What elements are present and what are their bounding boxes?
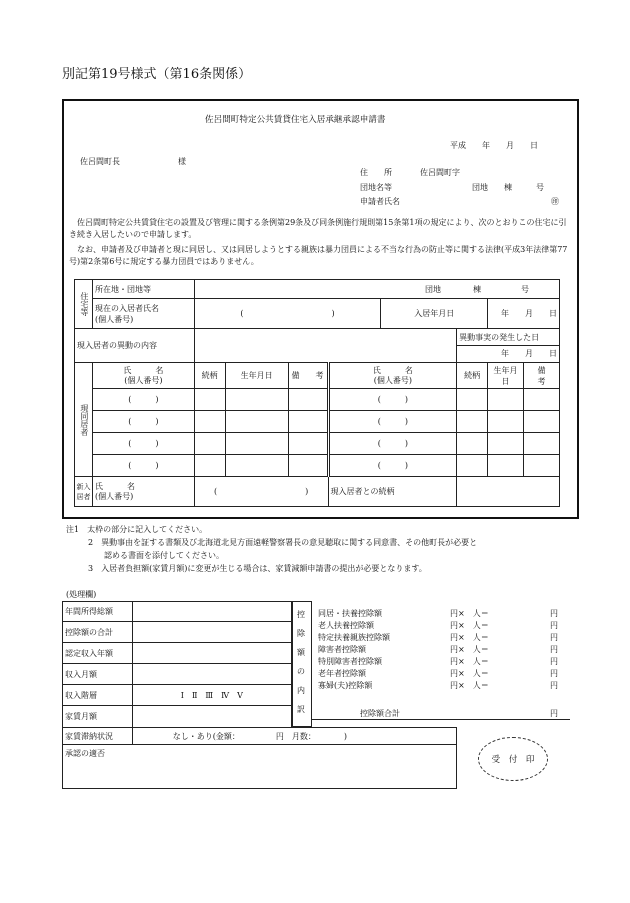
deduction-label: 寡婦(夫)控除額 [318, 681, 373, 690]
deduction-list [318, 608, 566, 692]
cohabitant-name-field[interactable]: ( ) [92, 411, 194, 433]
deduction-unit: 円 [550, 657, 558, 666]
change-date-cell[interactable] [457, 329, 560, 363]
remarks-field[interactable] [288, 389, 328, 411]
deduction-row [318, 680, 566, 692]
applicant-address-value: 佐呂間町字 [420, 168, 460, 177]
new-relation-field[interactable] [457, 477, 560, 507]
new-name-field[interactable]: ( ) [194, 477, 328, 507]
relation-label: 現入居者との続柄 [328, 477, 457, 507]
change-label: 現入居者の異動の内容 [75, 329, 195, 363]
form-title: 佐呂間町特定公共賃貸住宅入居承継承認申請書 [205, 115, 386, 125]
certified-income-field[interactable] [132, 643, 291, 664]
deduction-calc: 円× 人＝ [450, 609, 489, 618]
remarks-field[interactable] [523, 455, 559, 477]
deduction-row [318, 632, 566, 644]
relation-field[interactable] [457, 455, 488, 477]
birth-field[interactable] [225, 433, 288, 455]
new-resident-label: 新入居者 [75, 477, 93, 507]
note-1: 注1 太枠の部分に記入してください。 [66, 525, 208, 534]
col-birth-left: 生年月日 [225, 363, 288, 389]
location-label: 所在地・団地等 [92, 280, 194, 299]
relation-field[interactable] [194, 389, 225, 411]
deduction-calc: 円× 人＝ [450, 621, 489, 630]
relation-field[interactable] [194, 433, 225, 455]
processing-income-table [62, 601, 292, 728]
form-label: 別記第19号様式（第16条関係） [62, 67, 252, 82]
relation-field[interactable] [194, 455, 225, 477]
monthly-rent-label: 家賃月額 [63, 706, 133, 728]
move-in-value[interactable]: 年 月 日 [488, 299, 560, 329]
deduction-calc: 円× 人＝ [450, 645, 489, 654]
applicant-name-label: 申請者氏名 [360, 197, 400, 206]
certified-income-label: 認定収入年額 [63, 643, 133, 664]
relation-field[interactable] [457, 411, 488, 433]
deduction-label: 特定扶養親族控除額 [318, 633, 390, 642]
col-remarks-right: 備 考 [523, 363, 559, 389]
applicant-address-label: 住 所 [360, 168, 392, 177]
deduction-unit: 円 [550, 621, 558, 630]
honorific: 様 [178, 157, 186, 166]
location-value[interactable]: 団地 棟 号 [194, 280, 559, 299]
change-date-label: 異動事実の発生した日 [457, 330, 559, 346]
deduction-row [318, 656, 566, 668]
deduction-label: 特別障害者控除額 [318, 657, 382, 666]
deduction-label: 同居・扶養控除額 [318, 609, 382, 618]
monthly-rent-field[interactable] [132, 706, 291, 728]
col-relation-left: 続柄 [194, 363, 225, 389]
deduction-label: 障害者控除額 [318, 645, 366, 654]
applicant-complex-label: 団地名等 [360, 183, 392, 192]
date-line: 平成 年 月 日 [450, 141, 538, 150]
cohabitant-name-field[interactable]: ( ) [92, 389, 194, 411]
body-paragraph-1: 佐呂間町特定公共賃貸住宅の設置及び管理に関する条例第29条及び同条例施行規則第15条第1項の規定により、次のとおりこの住宅に引き続き入居したいので申請します。 [69, 218, 567, 239]
seal-mark: ㊞ [551, 197, 559, 206]
col-relation-right: 続柄 [457, 363, 488, 389]
rent-arrears-label: 家賃滞納状況 [63, 728, 133, 745]
remarks-field[interactable] [523, 433, 559, 455]
deduction-unit: 円 [550, 609, 558, 618]
remarks-field[interactable] [288, 433, 328, 455]
current-resident-label: 現在の入居者氏名 (個人番号) [92, 299, 194, 329]
deduction-calc: 円× 人＝ [450, 681, 489, 690]
cohabitant-label: 現同居者 [75, 363, 93, 477]
remarks-field[interactable] [288, 455, 328, 477]
birth-field[interactable] [488, 411, 524, 433]
col-birth-right: 生年月日 [488, 363, 524, 389]
note-3: 3 入居者負担額(家賃月額)に変更が生じる場合は、家賃減額申請書の提出が必要となります。 [88, 564, 427, 573]
remarks-field[interactable] [523, 389, 559, 411]
main-table [74, 279, 560, 507]
arrears-approval-table [62, 727, 457, 789]
approval-label[interactable]: 承認の適否 [63, 745, 457, 789]
deduction-label: 老年者控除額 [318, 669, 366, 678]
annual-income-field[interactable] [132, 602, 291, 622]
relation-field[interactable] [194, 411, 225, 433]
deduction-row [318, 608, 566, 620]
remarks-field[interactable] [523, 411, 559, 433]
deduction-vertical-label: 控除額の内訳 [297, 610, 305, 714]
income-tier-options[interactable]: Ⅰ Ⅱ Ⅲ Ⅳ Ⅴ [132, 685, 291, 706]
birth-field[interactable] [225, 455, 288, 477]
col-name-right: 氏 名 (個人番号) [328, 363, 457, 389]
col-name-left: 氏 名 (個人番号) [92, 363, 194, 389]
cohabitant-name-field[interactable]: ( ) [328, 455, 457, 477]
cohabitant-name-field[interactable]: ( ) [92, 433, 194, 455]
birth-field[interactable] [225, 389, 288, 411]
cohabitant-name-field[interactable]: ( ) [328, 433, 457, 455]
housing-label: 住宅等 [75, 280, 93, 329]
deduction-unit: 円 [550, 645, 558, 654]
deduction-calc: 円× 人＝ [450, 657, 489, 666]
annual-income-label: 年間所得総額 [63, 602, 133, 622]
deduction-right-border [312, 719, 570, 720]
note-2b: 認める書面を添付してください。 [104, 551, 224, 560]
deduction-row [318, 644, 566, 656]
deduction-calc: 円× 人＝ [450, 633, 489, 642]
deduction-label: 老人扶養控除額 [318, 621, 374, 630]
deduction-unit: 円 [550, 681, 558, 690]
cohabitant-name-field[interactable]: ( ) [92, 455, 194, 477]
move-in-label: 入居年月日 [381, 299, 488, 329]
deduction-unit: 円 [550, 633, 558, 642]
reception-stamp-label: 受 付 印 [491, 755, 535, 765]
change-field[interactable] [194, 329, 456, 363]
rent-arrears-value[interactable]: なし・あり(金額： 円 月数： ) [132, 728, 456, 745]
addressee: 佐呂間町長 [80, 157, 120, 166]
deduction-unit: 円 [550, 669, 558, 678]
cohabitant-name-field[interactable]: ( ) [328, 411, 457, 433]
deduction-calc: 円× 人＝ [450, 669, 489, 678]
new-name-label: 氏 名 (個人番号) [92, 477, 194, 507]
income-tier-label: 収入階層 [63, 685, 133, 706]
birth-field[interactable] [488, 433, 524, 455]
cohabitant-name-field[interactable]: ( ) [328, 389, 457, 411]
deduction-row [318, 620, 566, 632]
relation-field[interactable] [457, 433, 488, 455]
deduction-row [318, 668, 566, 680]
birth-field[interactable] [488, 389, 524, 411]
remarks-field[interactable] [288, 411, 328, 433]
birth-field[interactable] [488, 455, 524, 477]
applicant-complex-value: 団地 棟 号 [472, 183, 544, 192]
current-resident-field[interactable]: ( ) [194, 299, 381, 329]
note-2a: 2 異動事由を証する書類及び北海道北見方面遠軽警察署長の意見聴取に関する同意書、その他町長が必要と [88, 538, 478, 547]
processing-label: (処理欄) [66, 590, 97, 599]
monthly-income-field[interactable] [132, 664, 291, 685]
change-date-value: 年 月 日 [501, 349, 557, 358]
deduction-sum-field[interactable] [132, 622, 291, 643]
birth-field[interactable] [225, 411, 288, 433]
relation-field[interactable] [457, 389, 488, 411]
body-paragraph-2: なお、申請者及び申請者と現に同居し、又は同居しようとする親族は暴力団員による不当な行為の防止等に関する法律(平成3年法律第77号)第2条第6号に規定する暴力団員ではありません。 [69, 245, 568, 266]
monthly-income-label: 収入月額 [63, 664, 133, 685]
reception-stamp [478, 737, 548, 781]
col-remarks-left: 備 考 [288, 363, 328, 389]
deduction-sum-label: 控除額の合計 [63, 622, 133, 643]
deduction-total-label: 控除額合計 [360, 709, 400, 718]
deduction-total-unit: 円 [550, 709, 558, 718]
